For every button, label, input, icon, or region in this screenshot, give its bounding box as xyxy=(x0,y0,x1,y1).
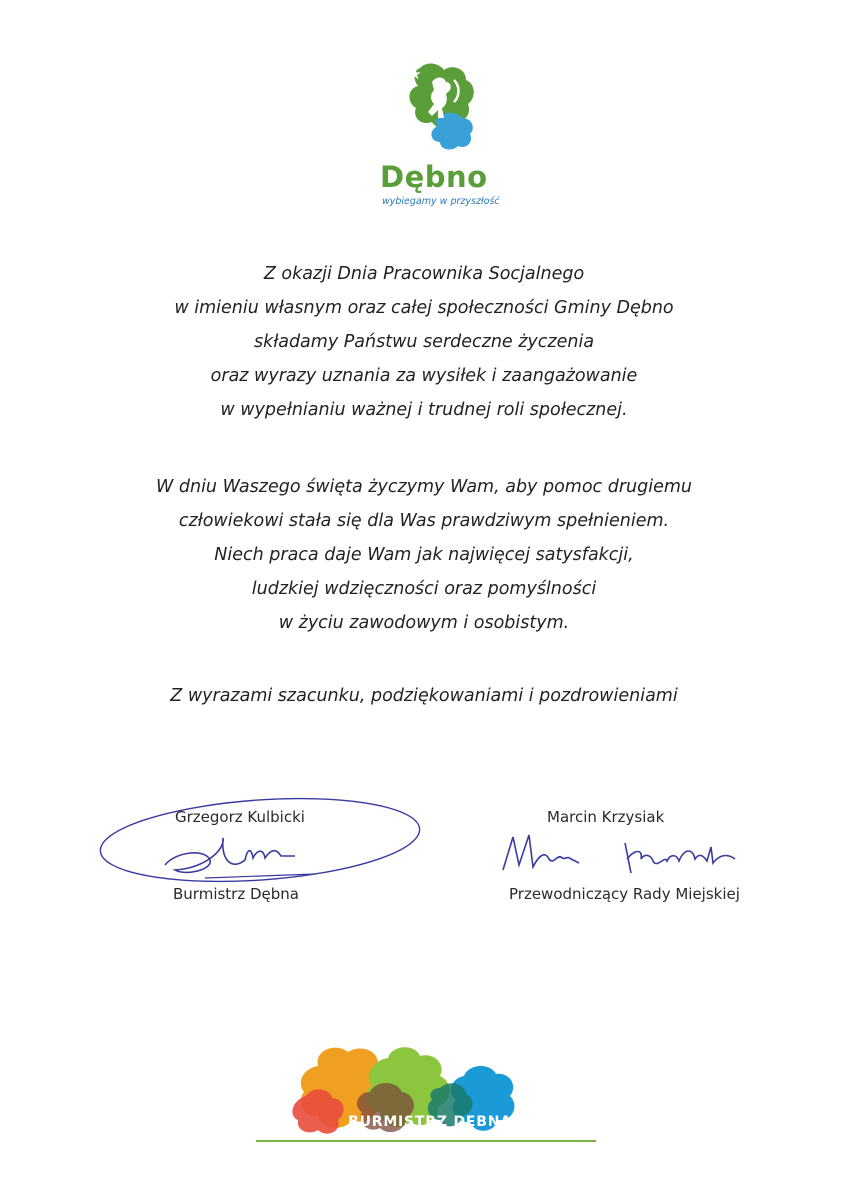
text-line: oraz wyrazy uznania za wysiłek i zaangażowanie xyxy=(210,366,638,386)
right-signatory-title: Przewodniczący Rady Miejskiej xyxy=(509,885,740,903)
text-line: Z wyrazami szacunku, podziękowaniami i pozdrowieniami xyxy=(170,686,678,706)
mayor-logo xyxy=(256,1036,596,1148)
logo-name: Dębno xyxy=(380,160,488,194)
text-line: składamy Państwu serdeczne życzenia xyxy=(253,332,595,352)
text-line: ludzkiej wdzięczności oraz pomyślności xyxy=(251,579,597,599)
greeting-paragraph-1 xyxy=(60,257,788,427)
text-line: człowiekowi stała się dla Was prawdziwym spełnieniem. xyxy=(178,511,670,531)
right-signature xyxy=(495,825,765,880)
right-signatory-name: Marcin Krzysiak xyxy=(547,808,665,826)
left-signature xyxy=(95,790,425,900)
text-line: w wypełnianiu ważnej i trudnej roli społecznej. xyxy=(220,400,628,420)
lion-crest-icon xyxy=(406,60,478,155)
closing-line xyxy=(60,679,788,713)
left-signatory-name: Grzegorz Kulbicki xyxy=(175,808,305,826)
text-line: W dniu Waszego święta życzymy Wam, aby pomoc drugiemu xyxy=(156,477,692,497)
logo-tagline: wybiegamy w przyszłość xyxy=(382,196,500,207)
debno-logo xyxy=(378,60,508,210)
text-line: w życiu zawodowym i osobistym. xyxy=(278,613,570,633)
text-line: Niech praca daje Wam jak najwięcej satysfakcji, xyxy=(214,545,634,565)
mayor-logo-text: BURMISTRZ DĘBNA xyxy=(348,1114,512,1130)
text-line: w imieniu własnym oraz całej społeczności Gminy Dębno xyxy=(174,298,674,318)
divider-line xyxy=(256,1140,596,1142)
text-line: Z okazji Dnia Pracownika Socjalnego xyxy=(263,264,585,284)
greeting-paragraph-2 xyxy=(60,470,788,640)
left-signatory-title: Burmistrz Dębna xyxy=(173,885,299,903)
